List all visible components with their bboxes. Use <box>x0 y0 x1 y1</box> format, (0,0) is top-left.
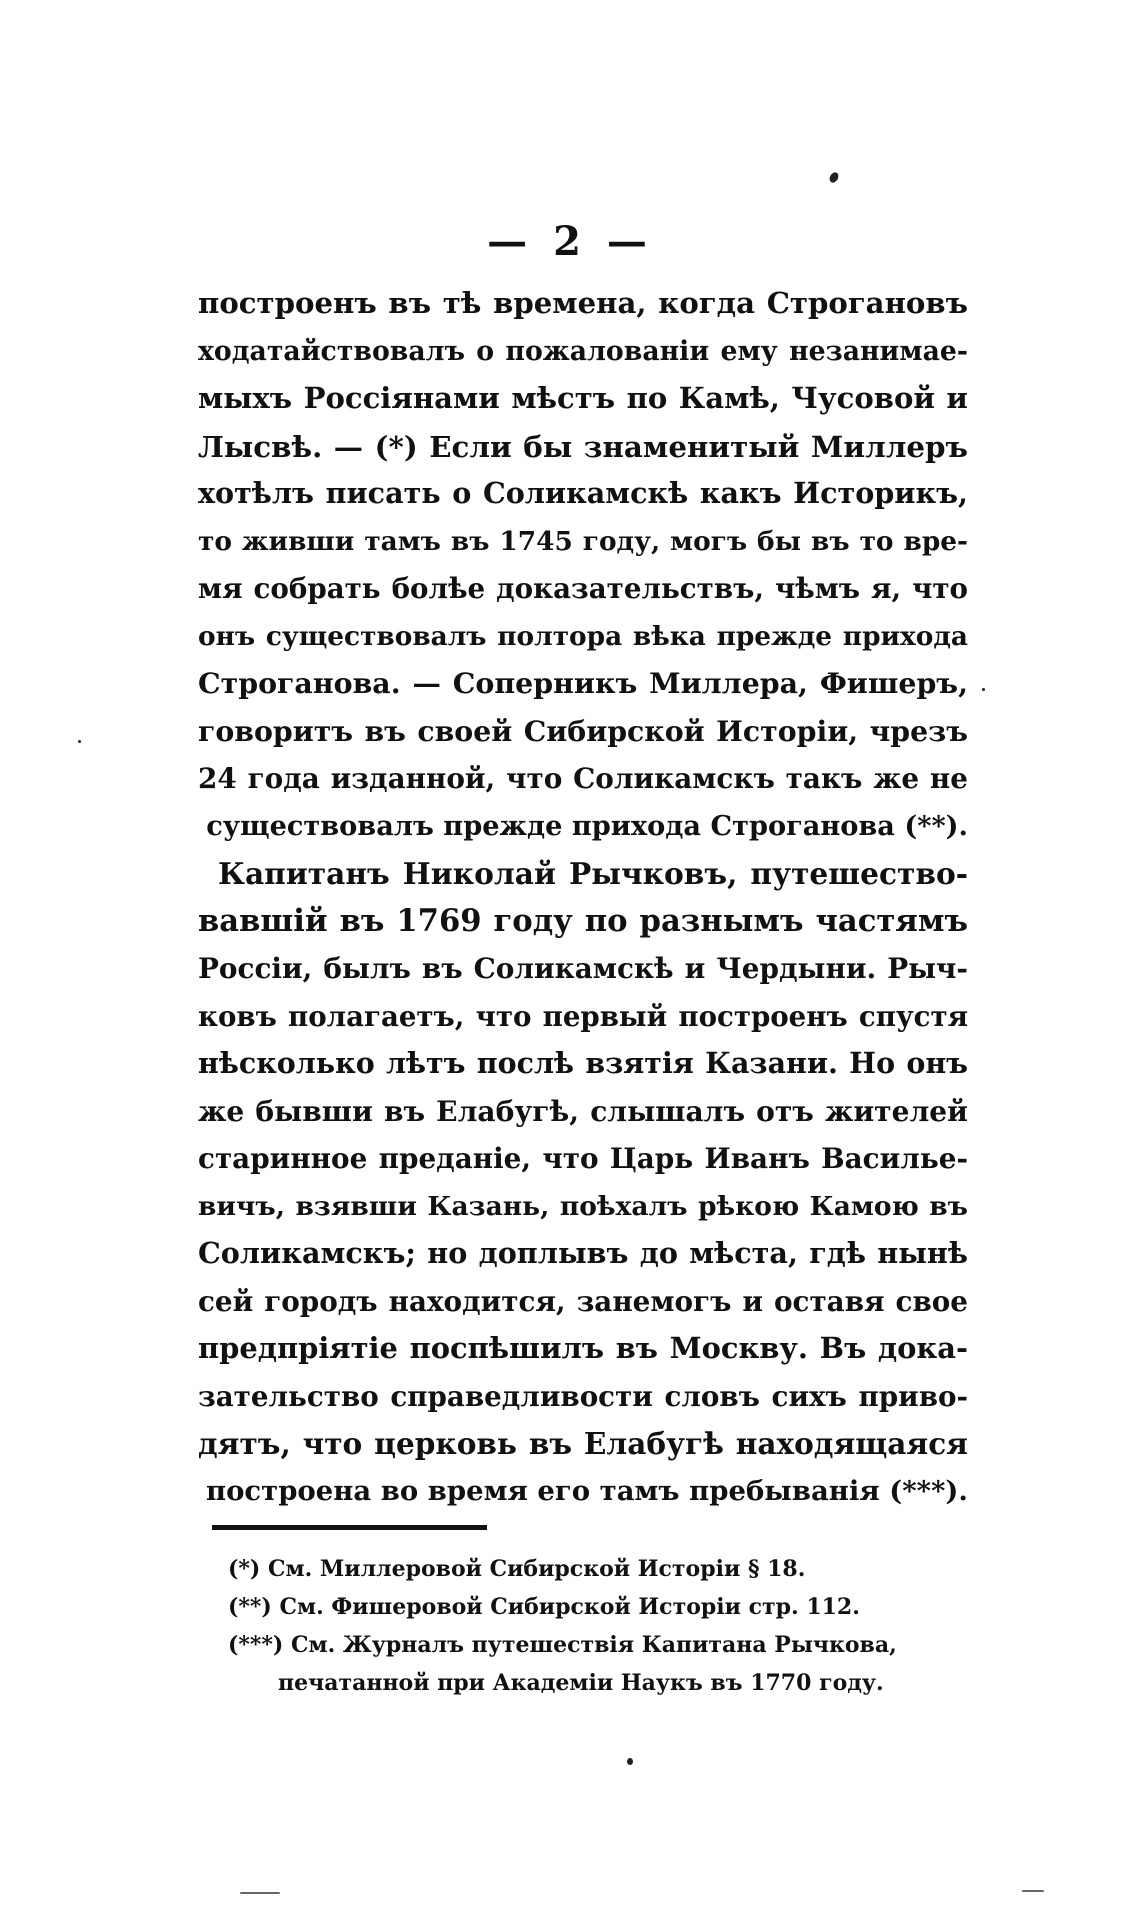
body-line: нѣсколько лѣтъ послѣ взятія Казани. Но онъ <box>198 1046 968 1080</box>
body-line: сей городъ находится, занемогъ и оставя свое <box>198 1284 968 1318</box>
body-line: вичъ, взявши Казань, поѣхалъ рѣкою Камою въ <box>198 1190 968 1222</box>
body-line: 24 года изданной, что Соликамскъ такъ же не <box>198 762 968 795</box>
body-line: ковъ полагаетъ, что первый построенъ спустя <box>198 999 968 1033</box>
body-line: предпріятіе поспѣшилъ въ Москву. Въ дока- <box>198 1331 968 1365</box>
scan-speck <box>627 1758 633 1765</box>
body-line: же бывши въ Елабугѣ, слышалъ отъ жителей <box>198 1094 968 1128</box>
scan-speck <box>828 171 840 185</box>
body-line: старинное преданіе, что Царь Иванъ Василье- <box>198 1142 968 1175</box>
body-line: вавшій въ 1769 году по разнымъ частямъ <box>198 902 968 939</box>
body-line: зательство справедливости словъ сихъ приво- <box>198 1379 968 1413</box>
body-line: хотѣлъ писать о Соликамскѣ какъ Историкъ, <box>198 476 968 510</box>
scan-speck <box>982 688 985 691</box>
body-line: дятъ, что церковь въ Елабугѣ находящаяся <box>198 1426 968 1461</box>
footnote-rule <box>212 1525 487 1530</box>
scan-speck <box>1022 1890 1044 1892</box>
footnotes <box>228 1550 968 1702</box>
body-text <box>198 280 968 1515</box>
scan-speck <box>78 740 81 743</box>
scan-speck <box>240 1892 280 1894</box>
page-number: — 2 — <box>487 218 653 265</box>
body-line: Капитанъ Николай Рычковъ, путешество- <box>218 856 968 891</box>
body-line: построена во время его тамъ пребыванія (***). <box>205 1474 968 1507</box>
body-line: Россіи, былъ въ Соликамскѣ и Чердыни. Рыч- <box>198 952 968 985</box>
body-line: построенъ въ тѣ времена, когда Строгановъ <box>198 286 968 320</box>
footnote: (*) См. Миллеровой Сибирской Исторіи § 18. <box>228 1556 806 1582</box>
body-line: существовалъ прежде прихода Строганова (**). <box>206 809 968 842</box>
footnote: (**) См. Фишеровой Сибирской Исторіи стр. 112. <box>228 1594 860 1620</box>
footnote-continuation: печатанной при Академіи Наукъ въ 1770 году. <box>278 1670 884 1696</box>
body-line: Лысвѣ. — (*) Если бы знаменитый Миллеръ <box>198 428 968 464</box>
body-line: мыхъ Россіянами мѣстъ по Камѣ, Чусовой и <box>198 381 968 415</box>
body-line: онъ существовалъ полтора вѣка прежде прихода <box>198 620 968 652</box>
body-line: Строганова. — Соперникъ Миллера, Фишеръ, <box>198 666 968 700</box>
body-line: то живши тамъ въ 1745 году, могъ бы въ то вре- <box>198 525 968 557</box>
body-line: ходатайствовалъ о пожалованіи ему незанимае- <box>198 335 968 367</box>
body-line: Соликамскъ; но доплывъ до мѣста, гдѣ нынѣ <box>198 1236 968 1270</box>
body-line: мя собрать болѣе доказательствъ, чѣмъ я, что <box>198 572 968 605</box>
footnote: (***) См. Журналъ путешествія Капитана Рычкова, <box>228 1632 897 1658</box>
body-line: говоритъ въ своей Сибирской Исторіи, чрезъ <box>198 713 968 748</box>
